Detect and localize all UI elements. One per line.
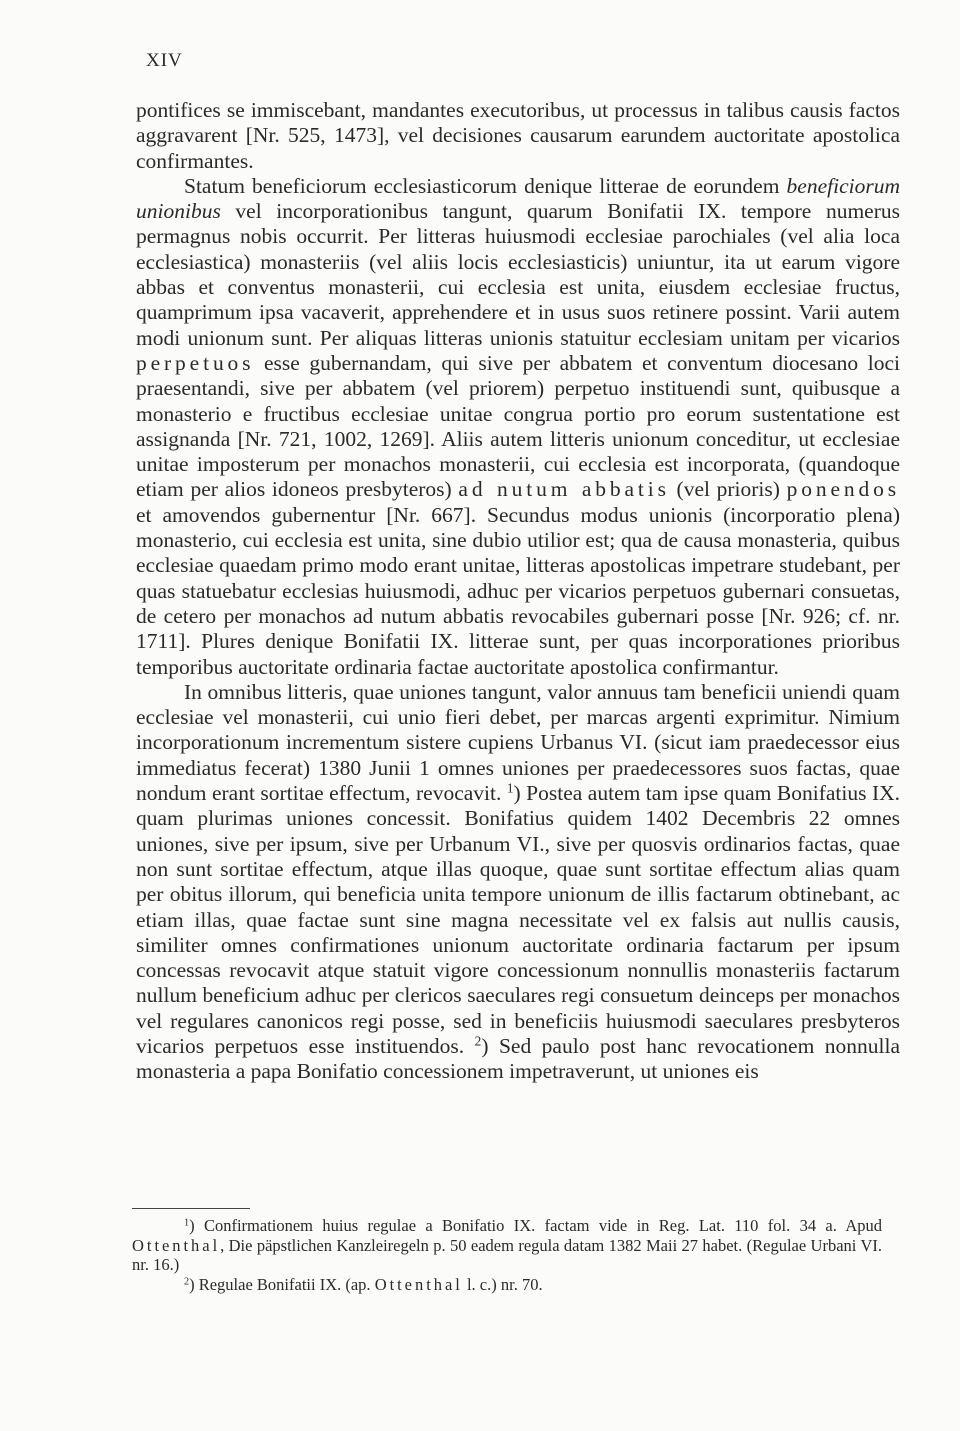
footnote-2: $^2$) Regulae Bonifatii IX. (ap. Ottenthal l. c.) nr. 70. [184, 1274, 543, 1294]
paragraph-3: In omnibus litteris, quae uniones tangunt, valor annuus tam beneficii uniendi quam ecclesiae vel monasterii, cui unio fieri debet, per marcas argenti exprimitur. Nimium incorporationum incrementum sistere cupiens Urbanus VI. (sicut iam praedecessor eius immediatus fecerat) 1380 Junii 1 omnes uniones per praedecessores suos factas, quae nondum erant sortitae effectum, revocavit. $^1$) Postea autem tam ipse quam Bonifatius IX. quam plurimas uniones concessit. Bonifatius quidem 1402 Decembris 22 omnes uniones, sive per ipsum, sive per Urbanum VI., sive per quosvis ordinarios factas, quae non sunt sortitae effectum, atque illas quoque, quae sunt sortitae effectum alias quam per obitus illorum, qui beneficia unita tempore unionum de illis factarum obtinebant, ac etiam illas, quae factae sunt sine magna necessitate vel ex falsis aut nullis causis, similiter omnes confirmationes unionum auctoritate ordinaria factarum per ipsum concessas revocavit atque statuit vigore concessionum nonnullis monasteriis factarum nullum beneficium adhuc per clericos saeculares regi consuetum deinceps per monachos vel regulares canonicos regi posse, sed in beneficiis huiusmodi saeculares presbyteros vicarios perpetuos esse instituendos. $^2$) Sed paulo post hanc revocationem nonnulla monasteria a papa Bonifatio concessionem impetraverunt, ut uniones eis [136, 679, 901, 1084]
footnote-1: $^1$) Confirmationem huius regulae a Bonifatio IX. factam vide in Reg. Lat. 110 fol. 34 a. Apud Ottenthal, Die päpstlichen Kanzleiregeln p. 50 eadem regula datam 1382 Maii 27 habet. (Regulae Urbani VI. nr. 16.) [132, 1216, 882, 1274]
paragraph-1: pontifices se immiscebant, mandantes executoribus, ut processus in talibus causis factos aggravarent [Nr. 525, 1473], vel decisiones causarum earundem auctoritate apostolica confirmantes. [136, 98, 900, 173]
paragraph-2: Statum beneficiorum ecclesiasticorum denique litterae de eorundem beneficiorum unionibus vel incorporationibus tangunt, quarum Bonifatii IX. tempore numerus permagnus nobis occurrit. Per litteras huiusmodi ecclesiae parochiales (vel alia loca ecclesiastica) monasteriis (vel aliis locis ecclesiasticis) uniuntur, ita ut earum vigore abbas et conventus monasterii, cui ecclesia est unita, eiusdem ecclesiae fructus, quamprimum ipsa vacaverit, apprehendere et in usus suos retinere possint. Varii autem modi unionum sunt. Per aliquas litteras unionis statuitur ecclesiam unitam per vicarios perpetuos esse gubernandam, qui sive per abbatem et conventum diocesano loci praesentandi, sive per abbatem (vel priorem) perpetuo instituendi sunt, quibusque a monasterio e fructibus ecclesiae unitae congrua portio pro eorum sustentatione est assignanda [Nr. 721, 1002, 1269]. Aliis autem litteris unionum conceditur, ut ecclesiae unitae imposterum per monachos monasterii, cui ecclesia est incorporata, (quandoque etiam per alios idoneos presbyteros) ad nutum abbatis (vel prioris) ponendos et amovendos gubernentur [Nr. 667]. Secundus modus unionis (incorporatio plena) monasterio, cui ecclesia est unita, sine dubio utilior est; qua de causa monasteria, quibus ecclesiae quaedam primo modo erant unitae, litteras apostolicas impetrare studebant, per quas statuebatur ecclesias huiusmodi, adhuc per vicarios perpetuos gubernari consuetas, de cetero per monachos ad nutum abbatis revocabiles gubernari posse [Nr. 926; cf. nr. 1711]. Plures denique Bonifatii IX. litterae sunt, per quas incorporationes prioribus temporibus auctoritate ordinaria factae auctoritate apostolica confirmantur. [136, 173, 900, 679]
footnote-divider [132, 1208, 250, 1209]
page-number: XIV [146, 50, 183, 71]
footnotes [132, 1216, 882, 1294]
body-text [136, 98, 900, 1085]
